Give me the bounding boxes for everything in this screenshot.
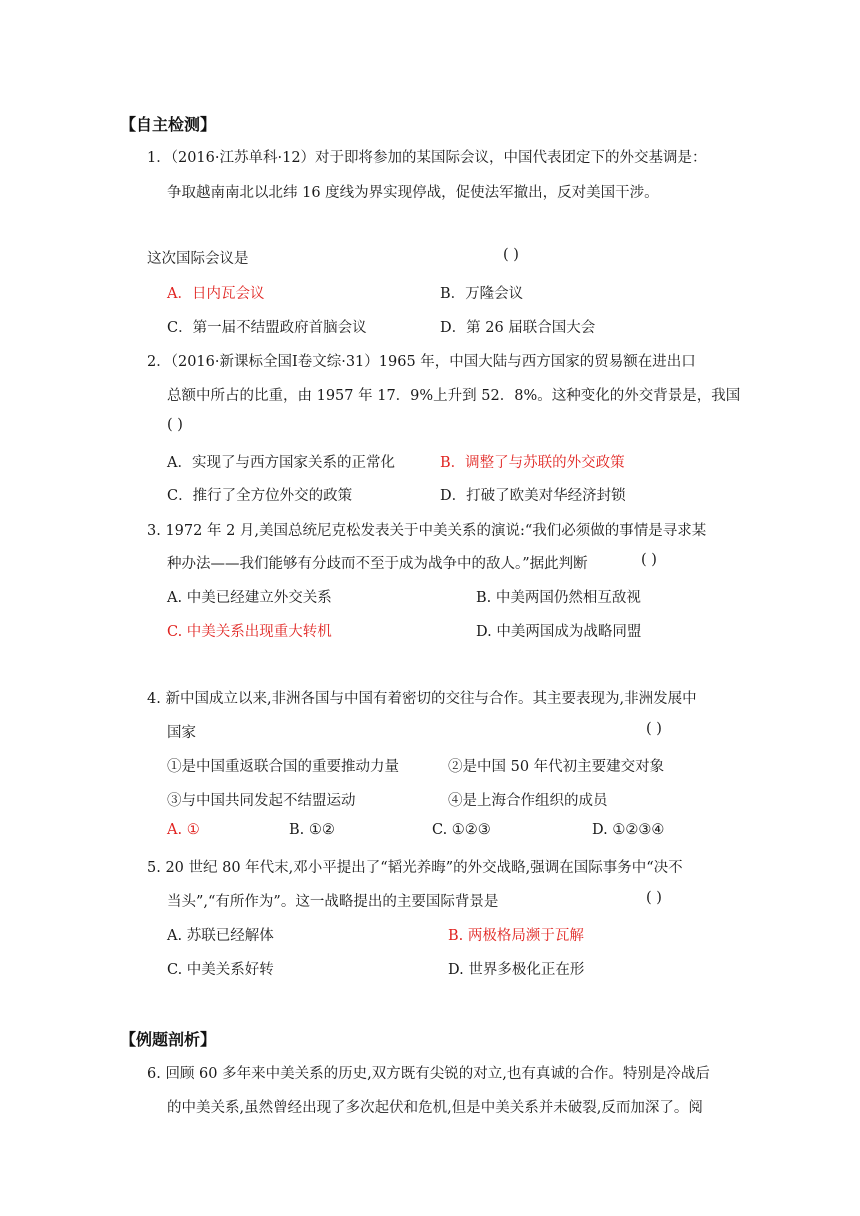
question-2-option-c: C．推行了全方位外交的政策 xyxy=(167,488,353,504)
question-4-item-4: ④是上海合作组织的成员 xyxy=(448,793,608,809)
question-2-line-2: 总额中所占的比重，由 1957 年 17．9%上升到 52．8%。这种变化的外交背景是，我国 xyxy=(167,388,741,404)
question-1-answer-bracket: ( ) xyxy=(503,247,519,263)
question-4-item-2: ②是中国 50 年代初主要建交对象 xyxy=(448,759,665,775)
question-3-option-d: D. 中美两国成为战略同盟 xyxy=(476,624,642,640)
question-4-option-c: C. ①②③ xyxy=(432,822,491,838)
question-4-option-b: B. ①② xyxy=(289,822,335,838)
question-5-option-c: C. 中美关系好转 xyxy=(167,962,274,978)
question-1-option-b: B．万隆会议 xyxy=(440,286,524,302)
question-4-option-d: D. ①②③④ xyxy=(592,822,665,838)
question-5-answer-bracket: ( ) xyxy=(646,890,662,906)
question-4-answer-bracket: ( ) xyxy=(646,721,662,737)
question-1-option-c: C．第一届不结盟政府首脑会议 xyxy=(167,320,367,336)
question-5-line-1: 5. 20 世纪 80 年代末,邓小平提出了“韬光养晦”的外交战略,强调在国际事务中“决不 xyxy=(147,860,683,876)
question-5-option-a: A. 苏联已经解体 xyxy=(167,928,274,944)
question-2-option-a: A．实现了与西方国家关系的正常化 xyxy=(167,455,395,471)
question-3-line-2: 种办法——我们能够有分歧而不至于成为战争中的敌人。”据此判断 xyxy=(167,556,588,572)
question-3-option-b: B. 中美两国仍然相互敌视 xyxy=(476,590,641,606)
question-1-stem: 这次国际会议是 xyxy=(147,251,249,267)
question-1-option-a: A．日内瓦会议 xyxy=(167,286,265,302)
question-6-line-1: 6. 回顾 60 多年来中美关系的历史,双方既有尖锐的对立,也有真诚的合作。特别是冷战后 xyxy=(147,1066,710,1082)
question-2-answer-bracket: ( ) xyxy=(167,417,183,433)
question-2-line-1: 2．（2016·新课标全国Ⅰ卷文综·31）1965 年，中国大陆与西方国家的贸易额在进出口 xyxy=(147,354,696,370)
question-3-option-a: A. 中美已经建立外交关系 xyxy=(167,590,332,606)
question-4-item-1: ①是中国重返联合国的重要推动力量 xyxy=(167,759,399,775)
question-4-line-2: 国家 xyxy=(167,725,196,741)
question-6-line-2: 的中美关系,虽然曾经出现了多次起伏和危机,但是中美关系并未破裂,反而加深了。阅 xyxy=(167,1100,703,1116)
question-3-option-c: C. 中美关系出现重大转机 xyxy=(167,624,332,640)
question-4-item-3: ③与中国共同发起不结盟运动 xyxy=(167,793,356,809)
question-2-option-b: B．调整了与苏联的外交政策 xyxy=(440,455,625,471)
question-3-answer-bracket: ( ) xyxy=(641,552,657,568)
section-heading-self-check: 【自主检测】 xyxy=(120,115,217,134)
section-heading-example-analysis: 【例题剖析】 xyxy=(120,1030,217,1049)
question-1-line-1: 1．（2016·江苏单科·12）对于即将参加的某国际会议，中国代表团定下的外交基调是： xyxy=(147,150,707,166)
question-2-option-d: D．打破了欧美对华经济封锁 xyxy=(440,488,626,504)
question-5-option-b: B. 两极格局濒于瓦解 xyxy=(448,928,584,944)
question-1-option-d: D．第 26 届联合国大会 xyxy=(440,320,596,336)
question-4-option-a: A. ① xyxy=(167,822,200,838)
question-5-line-2: 当头”,“有所作为”。这一战略提出的主要国际背景是 xyxy=(167,894,499,910)
question-4-line-1: 4. 新中国成立以来,非洲各国与中国有着密切的交往与合作。其主要表现为,非洲发展中 xyxy=(147,691,697,707)
question-5-option-d: D. 世界多极化正在形 xyxy=(448,962,585,978)
question-1-line-2: 争取越南南北以北纬 16 度线为界实现停战，促使法军撤出，反对美国干涉。 xyxy=(167,185,659,201)
question-3-line-1: 3. 1972 年 2 月,美国总统尼克松发表关于中美关系的演说:“我们必须做的事情是寻求某 xyxy=(147,523,707,539)
